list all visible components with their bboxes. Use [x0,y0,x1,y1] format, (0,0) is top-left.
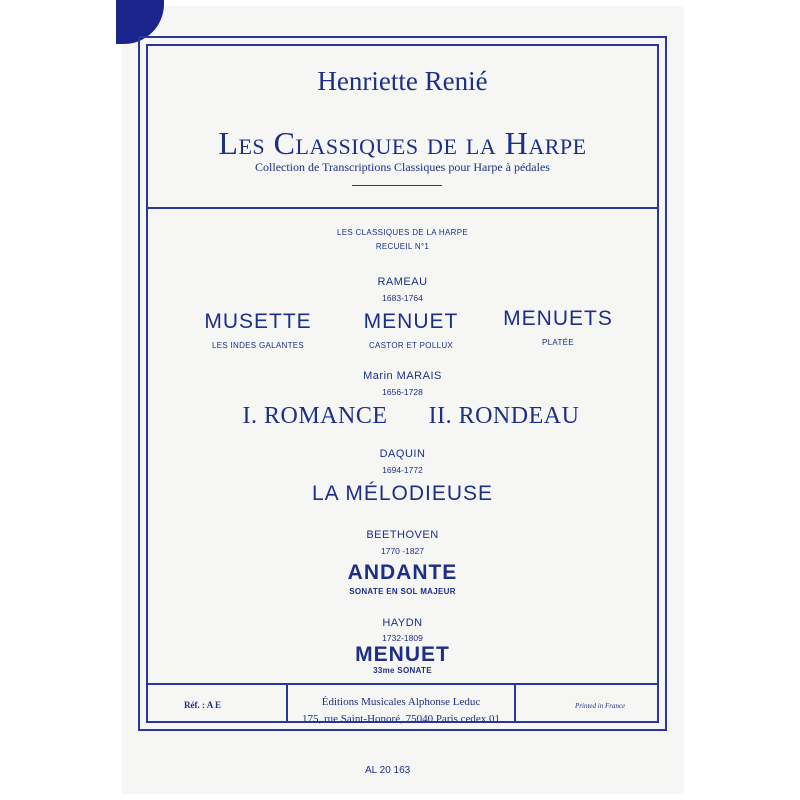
composer-rameau: RAMEAU [377,276,428,288]
composer-beethoven: BEETHOVEN [366,529,439,541]
work-menuet-haydn: MENUET [355,643,450,666]
dates-rameau: 1683-1764 [382,293,423,303]
dates-haydn: 1732-1809 [382,633,423,643]
andante-subtitle: SONATE EN SOL MAJEUR [349,587,456,596]
header-divider [146,207,659,209]
work-andante: ANDANTE [347,561,458,584]
source-castor-pollux: CASTOR ET POLLUX [368,341,454,350]
source-platee: PLATÉE [542,338,574,347]
dates-marais: 1656-1728 [382,387,423,397]
author-name: Henriette Renié [317,66,488,96]
catalog-number: AL 20 163 [365,765,411,776]
recueil-number: RECUEIL N°1 [375,242,430,251]
publisher-block [292,694,510,728]
composer-daquin: DAQUIN [379,448,426,460]
series-small-title: LES CLASSIQUES DE LA HARPE [337,228,468,237]
work-rondeau: II. RONDEAU [428,403,580,429]
series-title: Les Classiques de la Harpe [218,125,587,161]
dates-beethoven: 1770 -1827 [380,546,424,556]
work-menuets: MENUETS [503,307,613,330]
publisher-address: 175, rue Saint-Honoré, 75040 Paris cedex 01 [302,713,500,725]
composer-marais: Marin MARAIS [363,370,442,382]
short-rule [352,185,442,186]
source-indes-galantes: LES INDES GALANTES [211,341,305,350]
dates-daquin: 1694-1772 [382,465,423,475]
publisher-name: Éditions Musicales Alphonse Leduc [321,696,481,708]
work-romance: I. ROMANCE [242,403,388,429]
work-menuet-rameau: MENUET [363,310,459,333]
composer-haydn: HAYDN [382,617,423,629]
work-la-melodieuse: LA MÉLODIEUSE [311,482,494,505]
menuet-subtitle: 33me SONATE [373,666,432,675]
reference-code: Réf. : A E [184,700,221,710]
work-musette: MUSETTE [204,310,312,333]
series-subtitle: Collection de Transcriptions Classiques pour Harpe à pédales [255,160,550,174]
printed-in-france: Printed in France [575,702,626,710]
